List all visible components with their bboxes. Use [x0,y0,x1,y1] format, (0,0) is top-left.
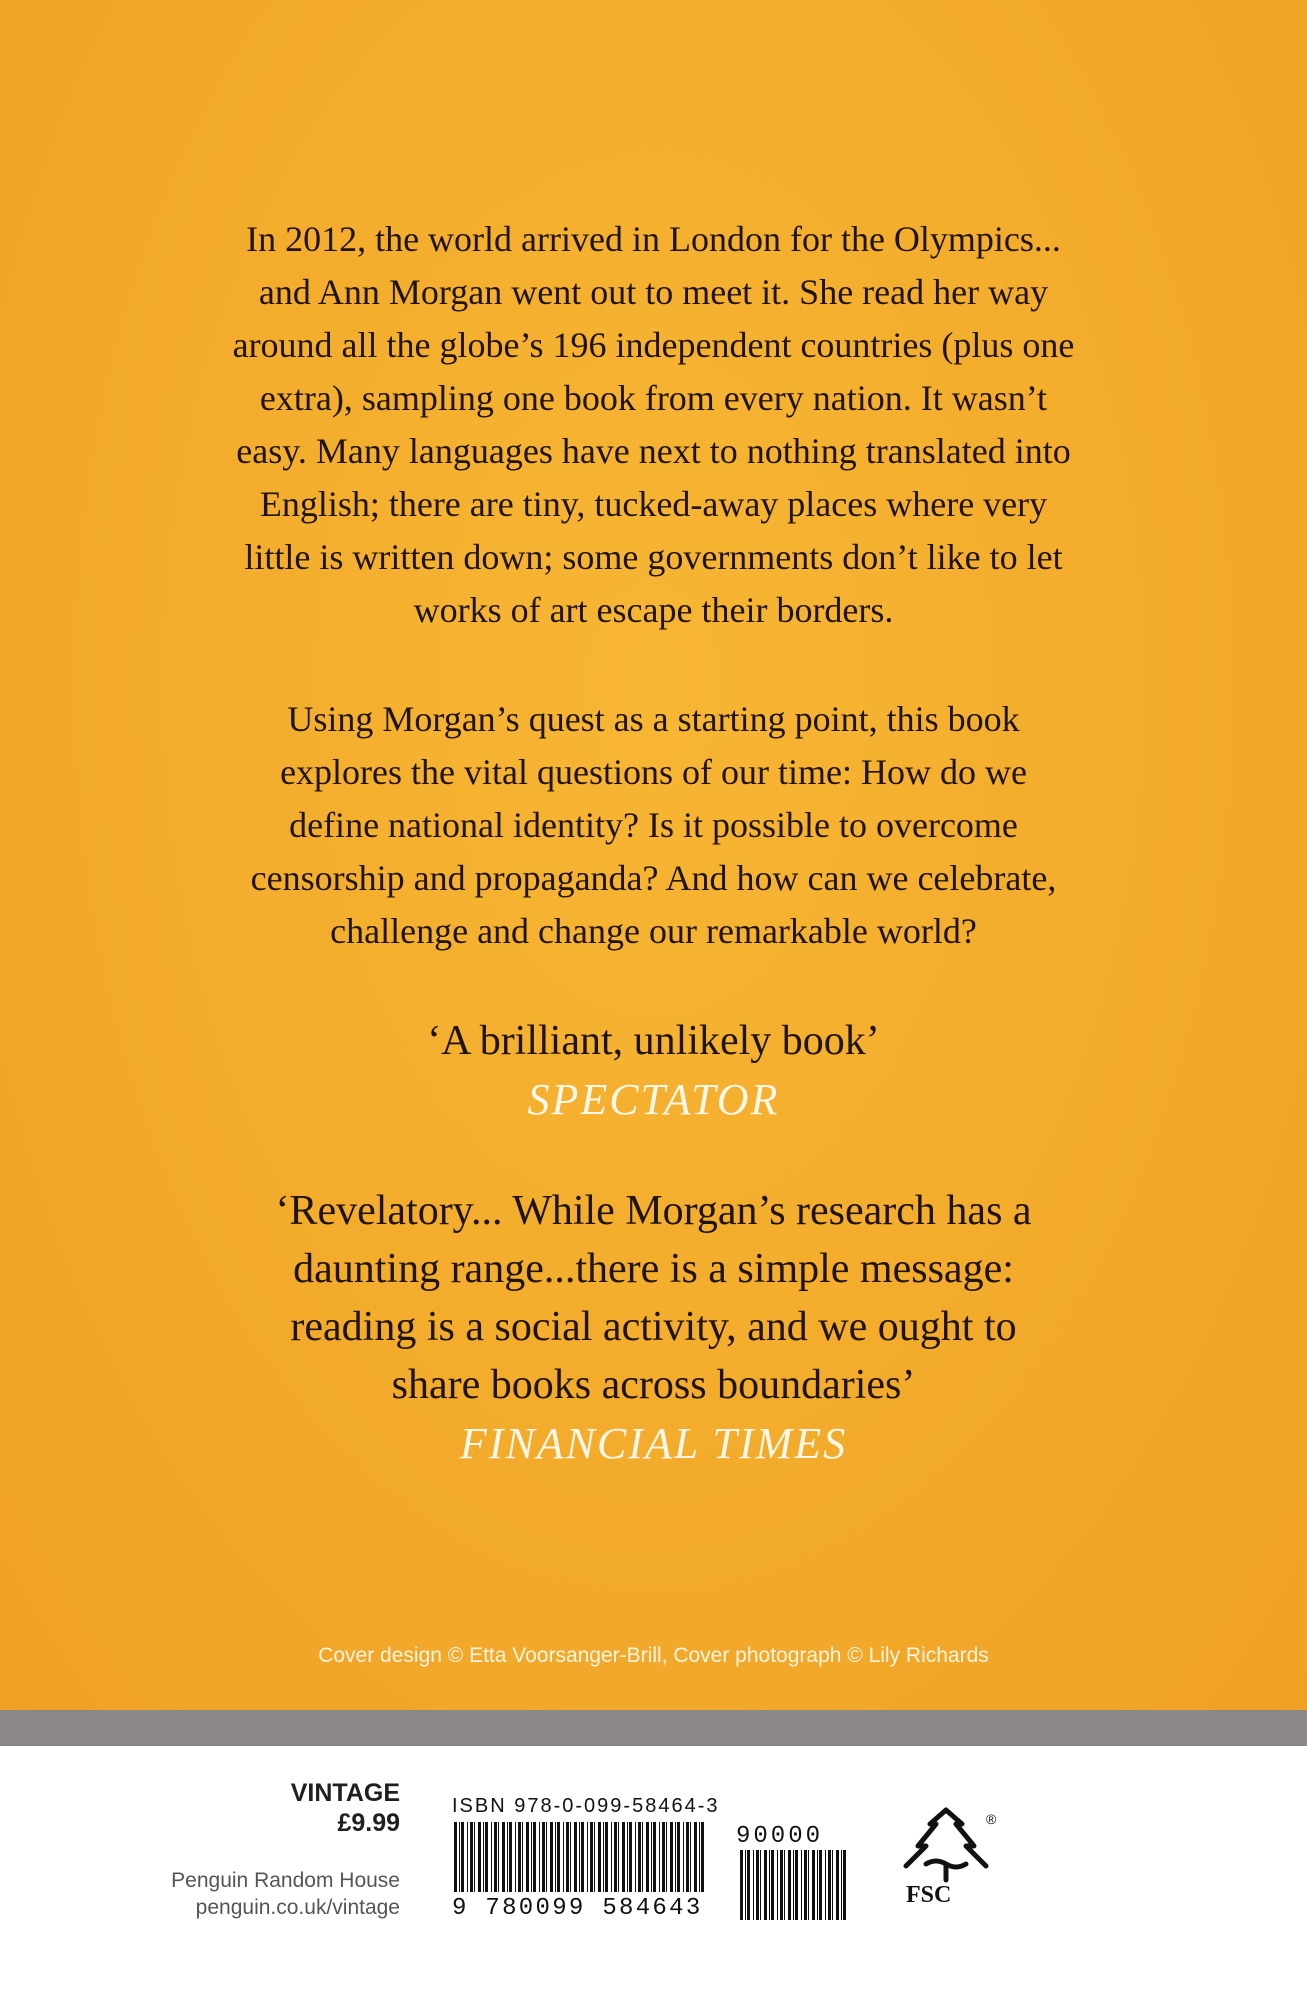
barcode-bar [563,1822,564,1892]
barcode-bar [760,1850,761,1920]
barcode-bar [533,1822,536,1892]
barcode-bar [747,1850,750,1920]
blurb-line: define national identity? Is it possible to overcome [289,805,1018,845]
barcode-bar [546,1822,547,1892]
barcode-bar [454,1822,457,1892]
barcode-bar [566,1822,569,1892]
barcode-bar [745,1850,746,1920]
barcode-bar [646,1822,649,1892]
barcode-bar [784,1850,785,1920]
review-financial-times [0,1182,1307,1469]
blurb-line: In 2012, the world arrived in London for the Olympics... [246,219,1061,259]
barcode-bar [590,1822,593,1892]
addon-digits: 90000 [736,1823,824,1850]
barcode-bar [467,1822,468,1892]
barcode-bar [494,1822,497,1892]
blurb-line: easy. Many languages have next to nothing translated into [236,431,1071,471]
barcode-bar [474,1822,475,1892]
barcode-bar [836,1850,839,1920]
barcode-bar [491,1822,492,1892]
barcode-bar [526,1822,529,1892]
barcode-bar [522,1822,523,1892]
barcode-bar [819,1850,822,1920]
barcode-bar [690,1822,691,1892]
blurb-line: around all the globe’s 196 independent countries (plus one [232,325,1075,365]
cover-credit: Cover design © Etta Voorsanger-Brill, Cover photograph © Lily Richards [318,1644,989,1667]
barcode-bar [670,1822,673,1892]
barcode-bar [614,1822,617,1892]
barcode-bar [771,1850,774,1920]
blurb-paragraph-1 [0,213,1307,637]
barcode-bar [598,1822,601,1892]
blurb-line: challenge and change our remarkable world? [330,911,977,951]
barcode-bar [557,1822,560,1892]
blurb-line: works of art escape their borders. [413,590,894,630]
barcode-bar [498,1822,499,1892]
barcode-bar [515,1822,516,1892]
barcode-bar [795,1850,798,1920]
barcode-bar [461,1822,464,1892]
barcode-bar [701,1822,704,1892]
barcode-bar [769,1850,770,1920]
barcode-bar [780,1850,783,1920]
review-quote: ‘Revelatory... While Morgan’s research has a [275,1188,1032,1234]
blurb-line: explores the vital questions of our time: How do we [280,752,1027,792]
imprint [291,1778,400,1838]
barcode-bar [587,1822,588,1892]
price: £9.99 [337,1809,400,1837]
review-quote: reading is a social activity, and we ought to [290,1304,1017,1350]
publisher-name: Penguin Random House [171,1869,400,1892]
barcode-bar [531,1822,532,1892]
review-quote: daunting range...there is a simple message: [293,1246,1014,1292]
barcode-bar [793,1850,794,1920]
barcode-bar [485,1822,488,1892]
barcode-bar [666,1822,667,1892]
barcode-bar [677,1822,680,1892]
barcode-bar [808,1850,809,1920]
blurb-line: Using Morgan’s quest as a starting point, this book [287,699,1020,739]
barcode-bar [740,1850,743,1920]
blurb-line: little is written down; some governments don’t like to let [244,537,1063,577]
barcode-bar [764,1850,767,1920]
barcode-bar [812,1850,815,1920]
barcode-bar [659,1822,660,1892]
barcode-digits: 9 780099 584643 [452,1895,703,1922]
blurb-line: extra), sampling one book from every nation. It wasn’t [259,378,1048,418]
barcode-bar [756,1850,759,1920]
barcode-bar [605,1822,608,1892]
review-spectator [0,1012,1307,1125]
barcode-bar [804,1850,807,1920]
barcode-bar [686,1822,689,1892]
barcode-bar [653,1822,656,1892]
barcode-bar [618,1822,619,1892]
barcode-bar [832,1850,833,1920]
barcode-bar [638,1822,641,1892]
blurb-line: censorship and propaganda? And how can we celebrate, [250,858,1057,898]
fsc-label: FSC [906,1882,952,1908]
blurb-line: English; there are tiny, tucked-away places where very [259,484,1048,524]
review-source: FINANCIAL TIMES [459,1419,848,1468]
barcode-bar [675,1822,676,1892]
barcode-bar [843,1850,846,1920]
fsc-registered: ® [986,1811,997,1827]
barcode-bar [622,1822,625,1892]
barcode-bar [603,1822,604,1892]
barcode-bar [470,1822,473,1892]
barcode-bar [788,1850,791,1920]
barcode-bar [574,1822,577,1892]
publisher [171,1867,400,1921]
barcode-bar [570,1822,571,1892]
imprint-brand: VINTAGE [290,1779,400,1807]
barcode-bar [627,1822,628,1892]
barcode-bar [629,1822,632,1892]
barcode-bar [683,1822,684,1892]
barcode-bar [539,1822,540,1892]
barcode-bar [694,1822,697,1892]
barcode-bar [753,1850,754,1920]
barcode-bar [662,1822,665,1892]
barcode-bar [507,1822,508,1892]
barcode-bar [518,1822,521,1892]
review-quote: share books across boundaries’ [391,1362,916,1408]
review-quote: ‘A brilliant, unlikely book’ [427,1018,880,1064]
barcode-bar [509,1822,512,1892]
barcode-bar [817,1850,818,1920]
barcode-bar [825,1850,826,1920]
barcode-bar [841,1850,842,1920]
barcode-bar [699,1822,700,1892]
isbn-label: ISBN 978-0-099-58464-3 [452,1795,720,1817]
barcode-bar [459,1822,460,1892]
barcode-bar [801,1850,802,1920]
barcode-bar [550,1822,553,1892]
barcode-bar [579,1822,580,1892]
barcode-bar [502,1822,505,1892]
barcode-bar [828,1850,831,1920]
review-source: SPECTATOR [527,1075,780,1124]
addon-barcode-icon [738,1850,856,1922]
barcode-bar [611,1822,612,1892]
blurb-paragraph-2 [0,693,1307,958]
barcode-bar [635,1822,636,1892]
barcode-bar [651,1822,652,1892]
barcode-bar [555,1822,556,1892]
grey-band [0,1710,1307,1746]
barcode-bar [777,1850,778,1920]
barcode-bar [542,1822,545,1892]
barcode-bar [483,1822,484,1892]
barcode-icon [452,1822,712,1897]
barcode-bar [581,1822,584,1892]
barcode-bar [642,1822,643,1892]
publisher-url: penguin.co.uk/vintage [195,1896,400,1919]
barcode-bar [594,1822,595,1892]
blurb-line: and Ann Morgan went out to meet it. She read her way [258,272,1049,312]
barcode-bar [478,1822,481,1892]
